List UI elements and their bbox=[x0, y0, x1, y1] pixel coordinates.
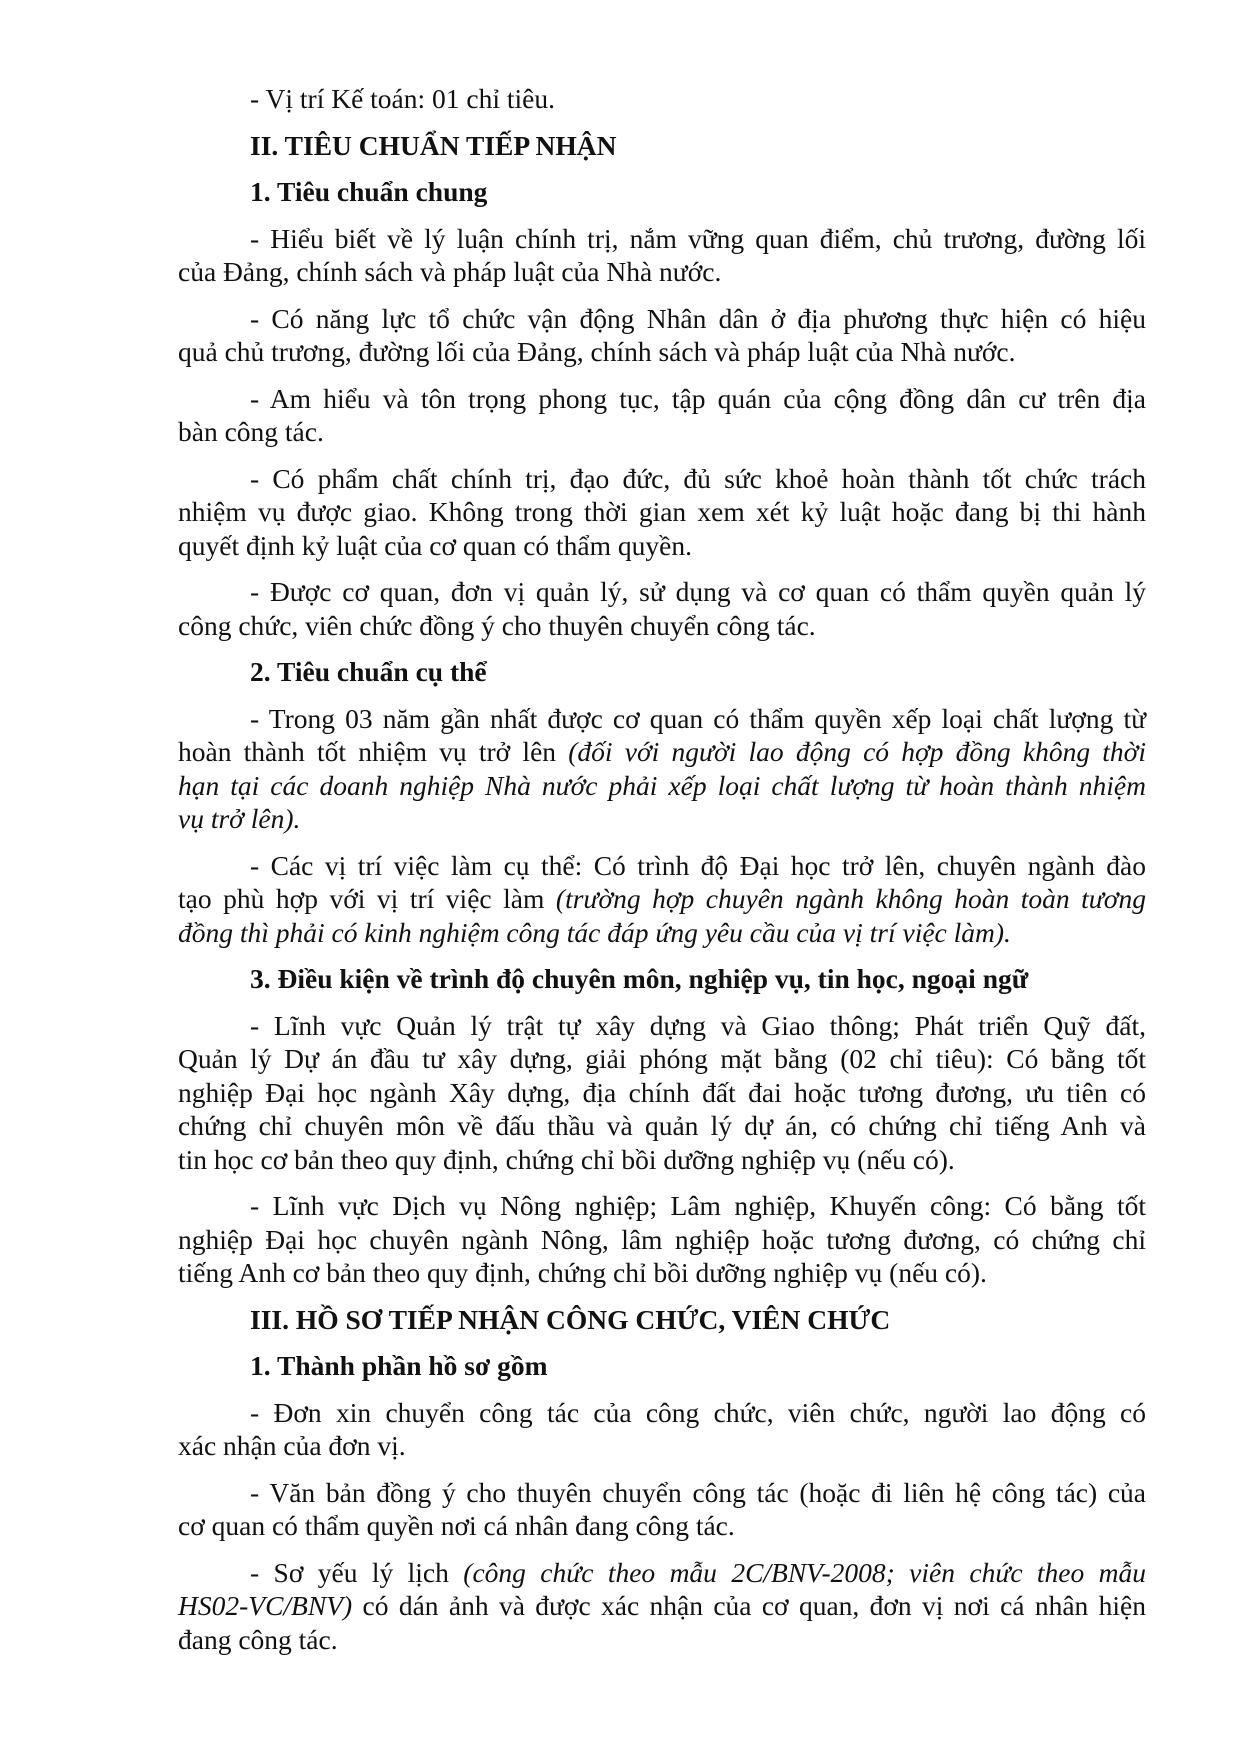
paragraph-line: - Có phẩm chất chính trị, đạo đức, đủ sức khoẻ hoàn thành tốt chức trách bbox=[250, 462, 1146, 494]
paragraph-line: đang công tác. bbox=[178, 1623, 338, 1655]
paragraph-line: - Được cơ quan, đơn vị quản lý, sử dụng và cơ quan có thẩm quyền quản lý bbox=[250, 576, 1146, 607]
paragraph-6 bbox=[178, 702, 1146, 836]
paragraph-line bbox=[178, 882, 1146, 916]
paragraph-line: quyết định kỷ luật của cơ quan có thẩm quyền. bbox=[178, 529, 692, 561]
paragraph-line: Quản lý Dự án đầu tư xây dựng, giải phóng mặt bằng (02 chỉ tiêu): Có bằng tốt bbox=[178, 1043, 1146, 1074]
paragraph-line: - Đơn xin chuyển công tác của công chức, viên chức, người lao động có bbox=[250, 1396, 1146, 1428]
paragraph-italic-text: (trường hợp chuyên ngành không hoàn toàn tương bbox=[555, 883, 1146, 914]
paragraph-7 bbox=[178, 849, 1146, 950]
paragraph-text: có dán ảnh và được xác nhận của cơ quan, đơn vị nơi cá nhân hiện bbox=[352, 1590, 1146, 1621]
section-iii-heading: III. HỒ SƠ TIẾP NHẬN CÔNG CHỨC, VIÊN CHỨC bbox=[250, 1303, 891, 1335]
paragraph-11 bbox=[178, 1476, 1146, 1543]
paragraph-line: - Hiểu biết về lý luận chính trị, nắm vững quan điểm, chủ trương, đường lối bbox=[250, 222, 1146, 254]
subsection-records-heading: 1. Thành phần hồ sơ gồm bbox=[250, 1350, 548, 1381]
paragraph-italic-text: vụ trở lên). bbox=[178, 803, 301, 834]
paragraph-line: - Am hiểu và tôn trọng phong tục, tập quán của cộng đồng dân cư trên địa bbox=[250, 382, 1146, 414]
paragraph-line: tin học cơ bản theo quy định, chứng chỉ bồi dưỡng nghiệp vụ (nếu có). bbox=[178, 1143, 955, 1175]
paragraph-line: nhiệm vụ được giao. Không trong thời gian xem xét kỷ luật hoặc đang bị thi hành bbox=[178, 496, 1146, 527]
paragraph-line: nghiệp Đại học chuyên ngành Nông, lâm nghiệp hoặc tương đương, có chứng chỉ bbox=[178, 1223, 1146, 1255]
paragraph-line: tiếng Anh cơ bản theo quy định, chứng chỉ bồi dưỡng nghiệp vụ (nếu có). bbox=[178, 1257, 987, 1288]
intro-line bbox=[178, 82, 1146, 116]
section-ii-heading: II. TIÊU CHUẨN TIẾP NHẬN bbox=[250, 129, 617, 161]
subsection-2-heading: 2. Tiêu chuẩn cụ thể bbox=[250, 656, 487, 687]
paragraph-text: - Sơ yếu lý lịch bbox=[250, 1556, 464, 1588]
paragraph-line: bàn công tác. bbox=[178, 416, 324, 447]
paragraph-3 bbox=[178, 382, 1146, 449]
paragraph-text: hoàn thành tốt nhiệm vụ trở lên bbox=[178, 736, 569, 767]
paragraph-line: - Lĩnh vực Dịch vụ Nông nghiệp; Lâm nghiệp, Khuyến công: Có bằng tốt bbox=[250, 1190, 1146, 1221]
paragraph-line: xác nhận của đơn vị. bbox=[178, 1430, 406, 1461]
subsection-3-heading: 3. Điều kiện về trình độ chuyên môn, nghiệp vụ, tin học, ngoại ngữ bbox=[250, 963, 1029, 994]
paragraph-line: - Các vị trí việc làm cụ thể: Có trình độ Đại học trở lên, chuyên ngành đào bbox=[250, 849, 1146, 881]
document-body bbox=[178, 82, 1146, 1656]
paragraph-line bbox=[178, 916, 1146, 950]
paragraph-line: quả chủ trương, đường lối của Đảng, chính sách và pháp luật của Nhà nước. bbox=[178, 336, 1016, 367]
paragraph-text: tạo phù hợp với vị trí việc làm bbox=[178, 883, 556, 914]
paragraph-line bbox=[178, 802, 1146, 836]
paragraph-12 bbox=[178, 1556, 1146, 1657]
subsection-1-heading: 1. Tiêu chuẩn chung bbox=[250, 176, 488, 207]
intro-text: - Vị trí Kế toán: 01 chỉ tiêu. bbox=[250, 83, 555, 114]
paragraph-2 bbox=[178, 302, 1146, 369]
paragraph-line bbox=[178, 769, 1146, 803]
paragraph-line: cơ quan có thẩm quyền nơi cá nhân đang công tác. bbox=[178, 1510, 735, 1541]
paragraph-italic-text: (công chức theo mẫu 2C/BNV-2008; viên chức theo mẫu bbox=[463, 1556, 1147, 1588]
paragraph-10 bbox=[178, 1396, 1146, 1463]
paragraph-italic-text: hạn tại các doanh nghiệp Nhà nước phải xếp loại chất lượng từ hoàn thành nhiệm bbox=[178, 769, 1146, 801]
paragraph-line: nghiệp Đại học ngành Xây dựng, địa chính đất đai hoặc tương đương, ưu tiên có bbox=[178, 1076, 1146, 1108]
paragraph-line: - Trong 03 năm gần nhất được cơ quan có thẩm quyền xếp loại chất lượng từ bbox=[250, 702, 1146, 734]
paragraph-5 bbox=[178, 575, 1146, 642]
paragraph-italic-text: đồng thì phải có kinh nghiệm công tác đáp ứng yêu cầu của vị trí việc làm). bbox=[178, 916, 1011, 948]
paragraph-1 bbox=[178, 222, 1146, 289]
paragraph-line bbox=[178, 1556, 1146, 1590]
paragraph-line: của Đảng, chính sách và pháp luật của Nhà nước. bbox=[178, 256, 722, 287]
paragraph-line: - Lĩnh vực Quản lý trật tự xây dựng và Giao thông; Phát triển Quỹ đất, bbox=[250, 1009, 1146, 1041]
paragraph-line: công chức, viên chức đồng ý cho thuyên chuyển công tác. bbox=[178, 609, 816, 641]
paragraph-line bbox=[178, 1589, 1146, 1623]
paragraph-line: chứng chỉ chuyên môn về đấu thầu và quản lý dự án, có chứng chỉ tiếng Anh và bbox=[178, 1110, 1146, 1141]
paragraph-line bbox=[178, 735, 1146, 769]
paragraph-italic-text: HS02-VC/BNV) bbox=[178, 1590, 353, 1621]
paragraph-italic-text: (đối với người lao động có hợp đồng không thời bbox=[568, 736, 1146, 767]
paragraph-line: - Văn bản đồng ý cho thuyên chuyển công tác (hoặc đi liên hệ công tác) của bbox=[250, 1476, 1146, 1508]
paragraph-9 bbox=[178, 1189, 1146, 1290]
paragraph-4 bbox=[178, 462, 1146, 563]
paragraph-line: - Có năng lực tổ chức vận động Nhân dân ở địa phương thực hiện có hiệu bbox=[250, 302, 1146, 334]
paragraph-8 bbox=[178, 1009, 1146, 1177]
